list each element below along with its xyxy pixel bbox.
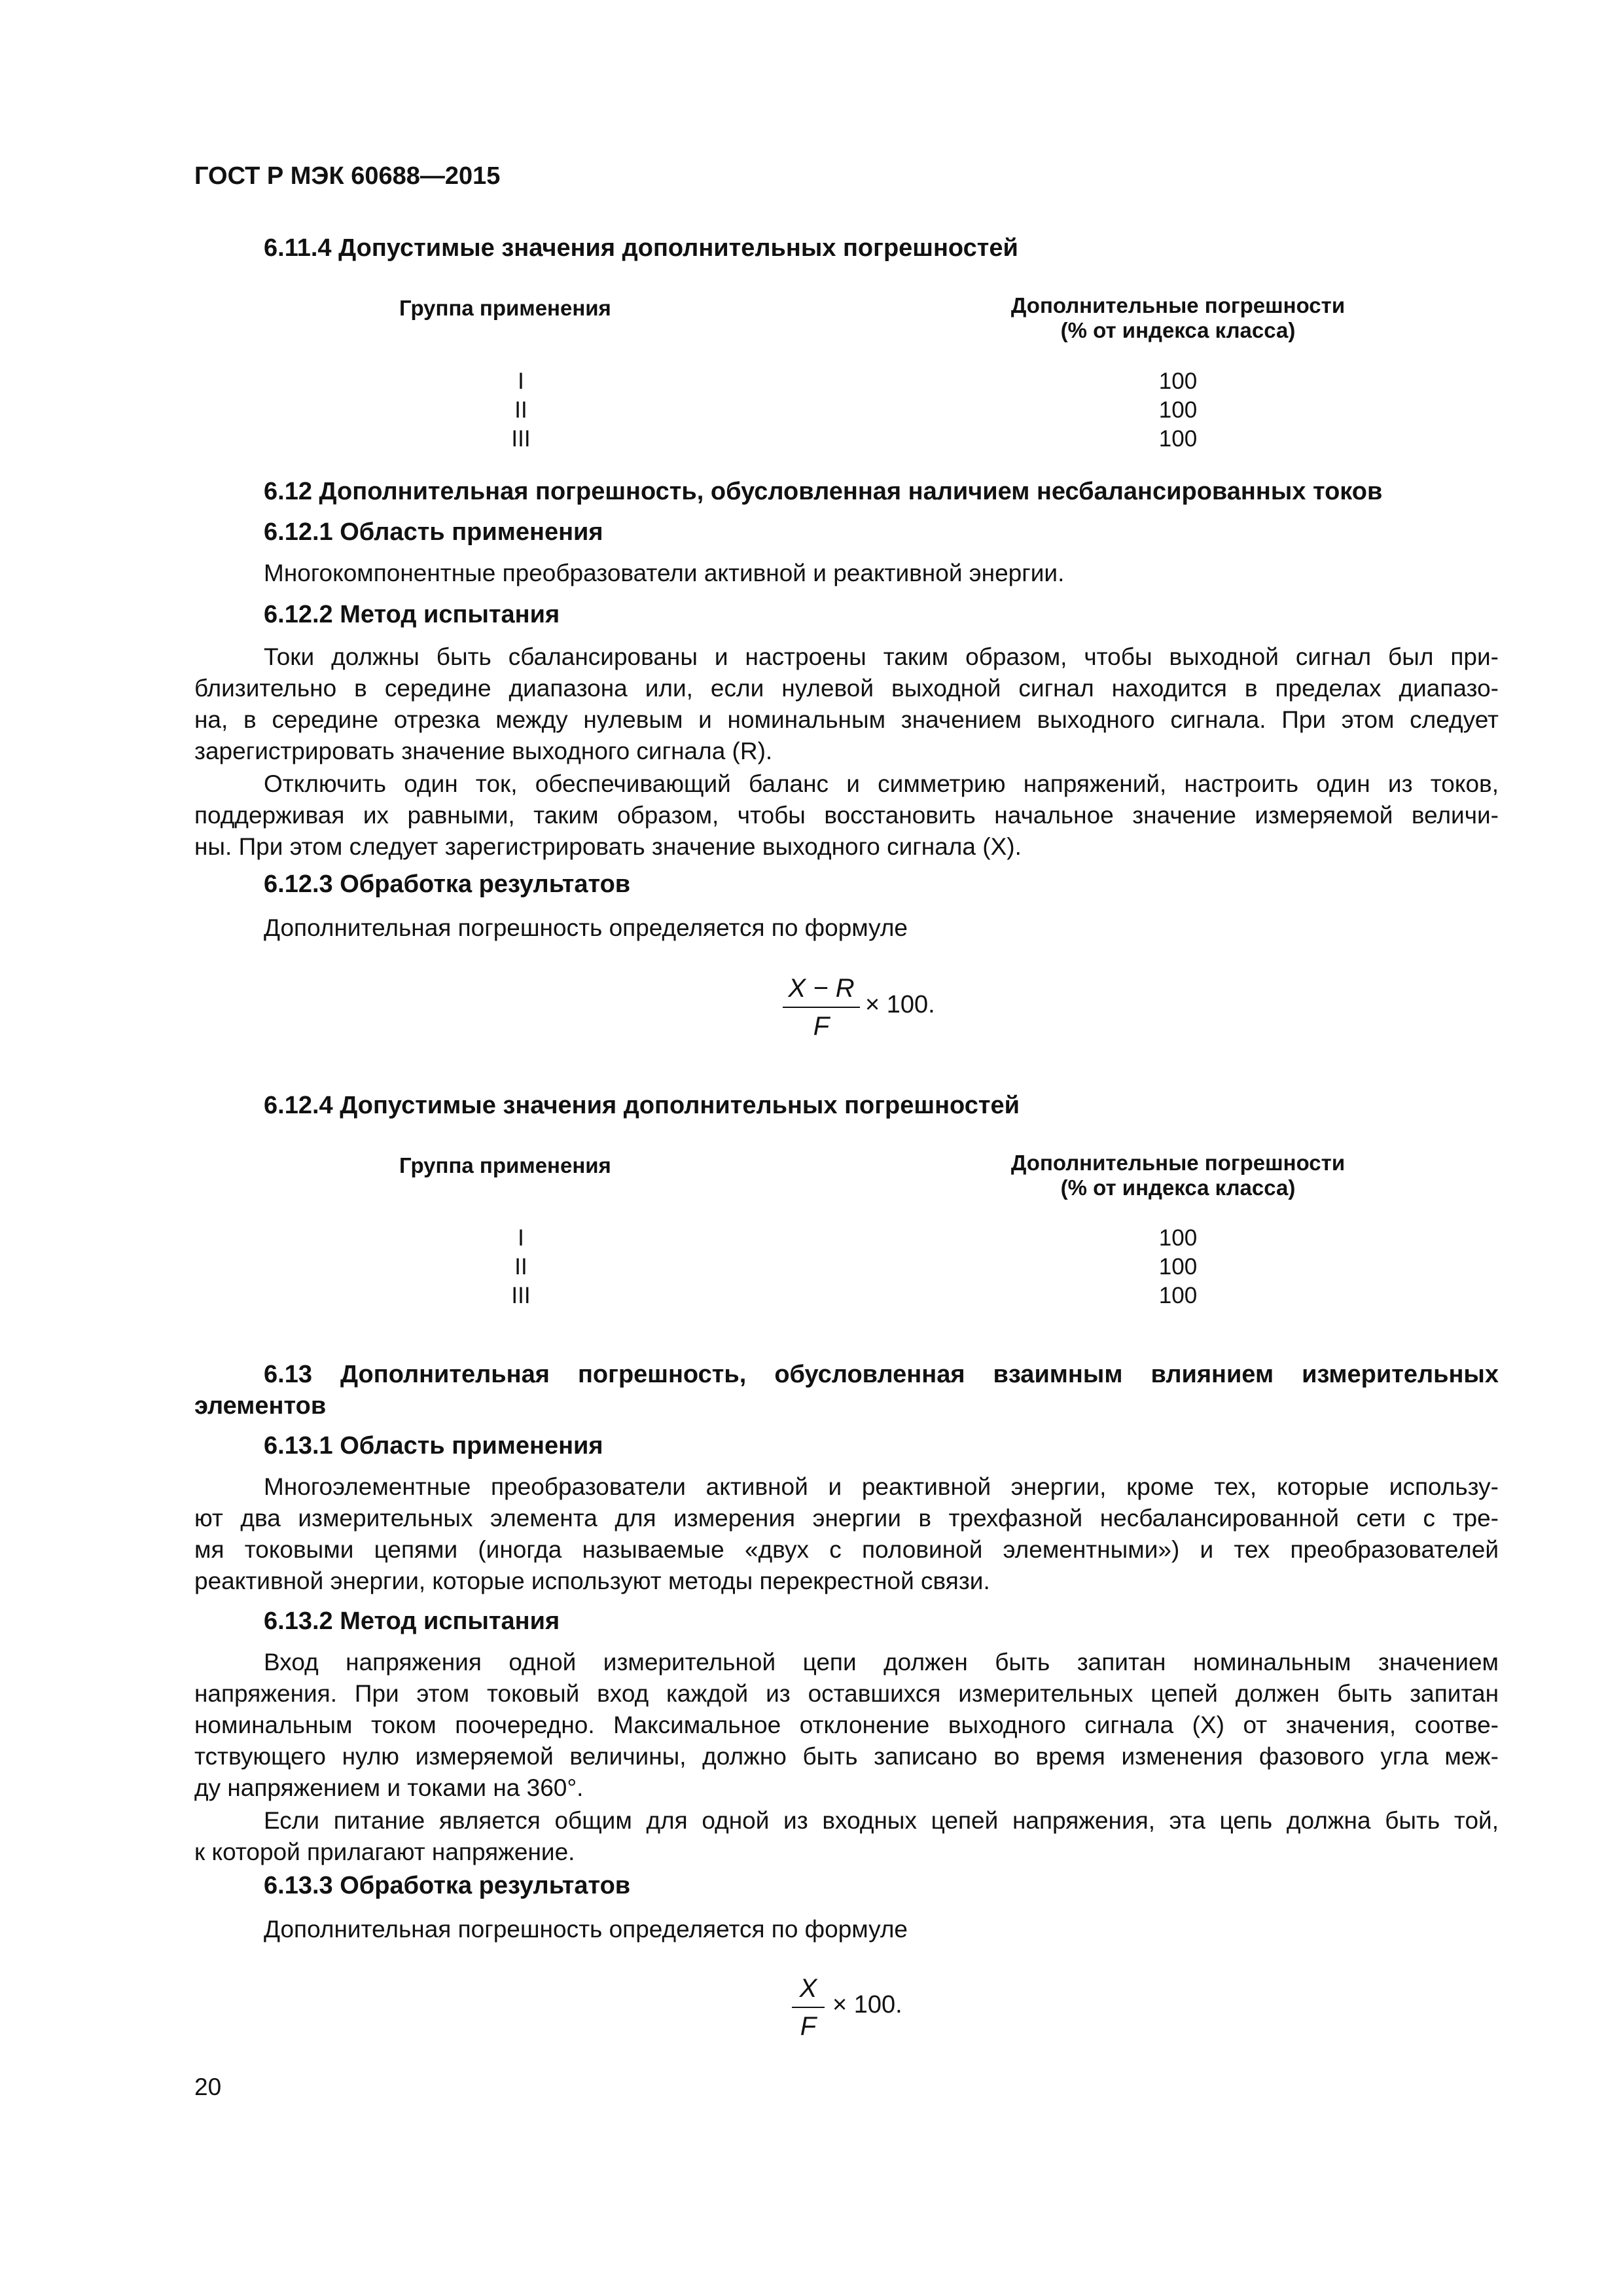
text-line: Многоэлементные преобразователи активной и реактивной энергии, кроме тех, которые использу- bbox=[264, 1473, 1499, 1500]
formula-multiplier: × 100. bbox=[832, 1991, 902, 2018]
table-header-errors bbox=[988, 1151, 1368, 1200]
text-line: ны. При этом следует зарегистрировать значение выходного сигнала (X). bbox=[194, 833, 1022, 860]
table-row-value: 100 bbox=[1158, 1254, 1198, 1280]
text-line: Отключить один ток, обеспечивающий баланс и симметрию напряжений, настроить один из токов, bbox=[264, 770, 1499, 797]
page-number: 20 bbox=[194, 2073, 222, 2100]
table-row-group: III bbox=[511, 426, 531, 452]
text-line: ют два измерительных элемента для измерения энергии в трехфазной несбалансированной сети с тре- bbox=[194, 1505, 1499, 1532]
section-6-13-1-heading: 6.13.1 Область применения bbox=[264, 1432, 603, 1460]
table-row-group: II bbox=[514, 397, 527, 423]
section-6-13-3-heading: 6.13.3 Обработка результатов bbox=[264, 1872, 631, 1899]
section-6-13-2-paragraph-2 bbox=[194, 1805, 1499, 1868]
formula-denominator: F bbox=[800, 2012, 817, 2041]
section-6-12-2-paragraph-2 bbox=[194, 768, 1499, 863]
section-6-12-3-heading: 6.12.3 Обработка результатов bbox=[264, 870, 631, 898]
text-line: напряжения. При этом токовый вход каждой из оставшихся измерительных цепей должен быть запитан bbox=[194, 1680, 1499, 1707]
table-row-value: 100 bbox=[1158, 397, 1198, 423]
section-6-12-2-paragraph-1 bbox=[194, 641, 1499, 767]
section-6-12-3-text: Дополнительная погрешность определяется по формуле bbox=[264, 914, 908, 941]
text-line: к которой прилагают напряжение. bbox=[194, 1839, 575, 1865]
table-row-group: II bbox=[514, 1254, 527, 1280]
section-6-11-4-heading: 6.11.4 Допустимые значения дополнительных погрешностей bbox=[264, 234, 1018, 262]
table-header-group: Группа применения bbox=[399, 1153, 611, 1177]
text-line: зарегистрировать значение выходного сигнала (R). bbox=[194, 738, 773, 764]
table-row-value: 100 bbox=[1158, 426, 1198, 452]
text-line: мя токовыми цепями (иногда называемые «двух с половиной элементными») и тех преобразователей bbox=[194, 1536, 1499, 1563]
table-row-group: I bbox=[518, 368, 524, 394]
table-header-errors-line2: (% от индекса класса) bbox=[1060, 318, 1296, 342]
text-line: Если питание является общим для одной из входных цепей напряжения, эта цепь должна быть той, bbox=[264, 1807, 1499, 1834]
table-header-errors-line2: (% от индекса класса) bbox=[1060, 1175, 1296, 1200]
text-line: Токи должны быть сбалансированы и настроены таким образом, чтобы выходной сигнал был при- bbox=[264, 643, 1499, 670]
text-line: близительно в середине диапазона или, если нулевой выходной сигнал находится в пределах диапазо- bbox=[194, 675, 1499, 702]
text-line: Вход напряжения одной измерительной цепи должен быть запитан номинальным значением bbox=[264, 1649, 1499, 1676]
section-6-12-1-heading: 6.12.1 Область применения bbox=[264, 518, 603, 546]
section-6-13-heading bbox=[194, 1359, 1499, 1422]
table-header-errors bbox=[988, 293, 1368, 343]
table-row-group: III bbox=[511, 1283, 531, 1308]
table-header-errors-line1: Дополнительные погрешности bbox=[1010, 293, 1346, 317]
text-line: тствующего нулю измеряемой величины, должно быть записано во время изменения фазового угла меж- bbox=[194, 1743, 1499, 1770]
section-6-12-heading: 6.12 Дополнительная погрешность, обусловленная наличием несбалансированных токов bbox=[264, 478, 1383, 505]
text-line: поддерживая их равными, таким образом, чтобы восстановить начальное значение измеряемой величи- bbox=[194, 802, 1499, 829]
section-6-13-3-text: Дополнительная погрешность определяется по формуле bbox=[264, 1916, 908, 1943]
section-6-12-4-heading: 6.12.4 Допустимые значения дополнительных погрешностей bbox=[264, 1092, 1020, 1119]
section-6-13-2-paragraph-1 bbox=[194, 1647, 1499, 1804]
text-line: на, в середине отрезка между нулевым и номинальным значением выходного сигнала. При этом следует bbox=[194, 706, 1499, 733]
heading-line: элементов bbox=[194, 1392, 327, 1420]
table-header-errors-line1: Дополнительные погрешности bbox=[1010, 1151, 1346, 1175]
document-header: ГОСТ Р МЭК 60688—2015 bbox=[194, 162, 501, 190]
section-6-13-2-heading: 6.13.2 Метод испытания bbox=[264, 1607, 560, 1635]
section-6-12-1-text: Многокомпонентные преобразователи активной и реактивной энергии. bbox=[264, 560, 1065, 586]
section-6-13-1-paragraph bbox=[194, 1471, 1499, 1597]
text-line: ду напряжением и токами на 360°. bbox=[194, 1774, 584, 1801]
formula-denominator: F bbox=[813, 1012, 830, 1041]
text-line: реактивной энергии, которые используют методы перекрестной связи. bbox=[194, 1568, 990, 1594]
table-header-group: Группа применения bbox=[399, 296, 611, 320]
table-row-group: I bbox=[518, 1225, 524, 1251]
heading-line: 6.13 Дополнительная погрешность, обусловленная взаимным влиянием измерительных bbox=[264, 1361, 1499, 1388]
text-line: номинальным током поочередно. Максимальное отклонение выходного сигнала (X) от значения, соотве- bbox=[194, 1712, 1499, 1738]
formula-numerator: X bbox=[799, 1974, 817, 2003]
formula-fraction-bar bbox=[792, 2007, 825, 2008]
formula-fraction-bar bbox=[783, 1007, 860, 1008]
formula-numerator: X − R bbox=[788, 974, 855, 1003]
table-row-value: 100 bbox=[1158, 368, 1198, 394]
table-row-value: 100 bbox=[1158, 1225, 1198, 1251]
table-row-value: 100 bbox=[1158, 1283, 1198, 1308]
section-6-12-2-heading: 6.12.2 Метод испытания bbox=[264, 601, 560, 628]
formula-multiplier: × 100. bbox=[865, 991, 935, 1018]
